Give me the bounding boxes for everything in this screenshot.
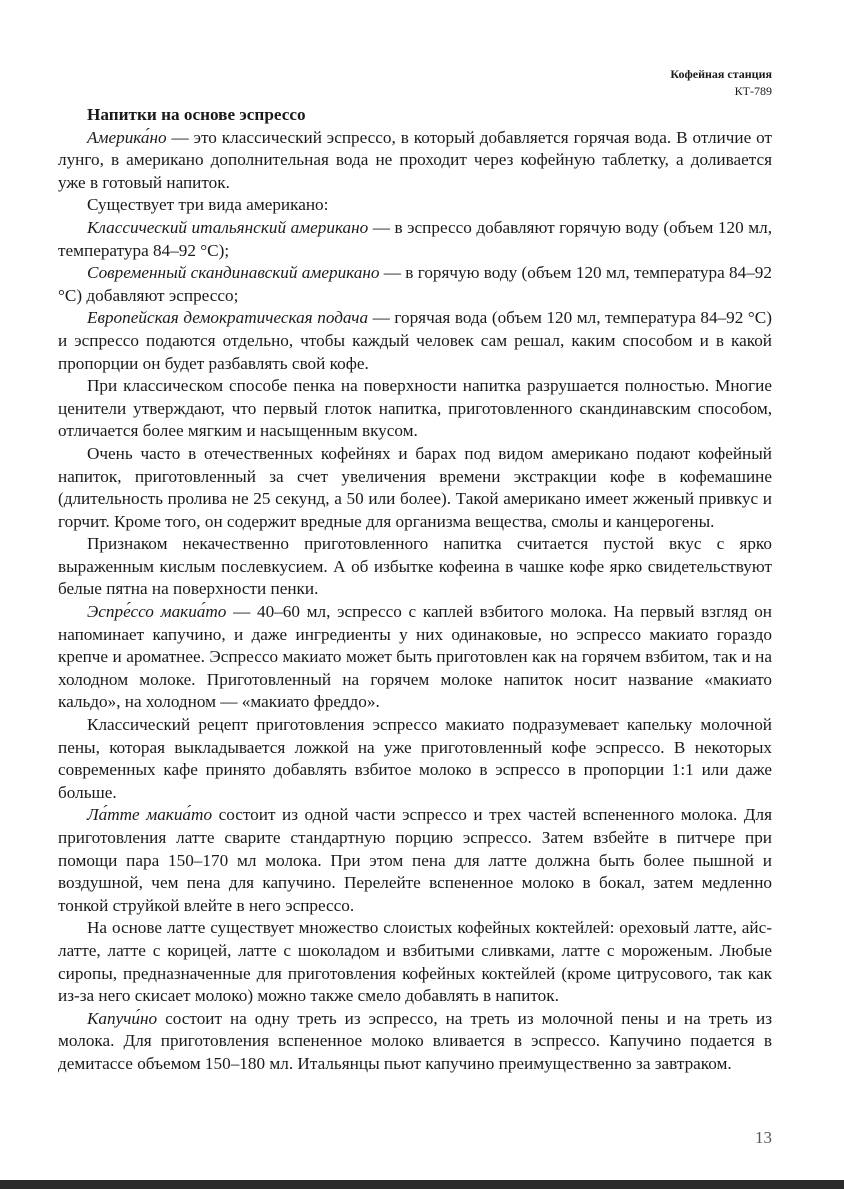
section-title: Напитки на основе эспрессо bbox=[87, 105, 306, 124]
paragraph-text: — 40–60 мл, эспрессо с каплей взбитого молока. На первый взгляд он напоминает капучино, и даже ингредиенты у них одинаковые, но эспрессо макиато гораздо крепче и ароматнее. Эспрессо макиато может быть приготовлен как на горячем взбитом, так и на холодном молоке. Приготовленный на горячем молоке напиток носит название «макиато кальдо», на холодном — «макиато фреддо». bbox=[58, 602, 772, 712]
paragraph-term: Ла́тте макиа́то bbox=[87, 805, 213, 825]
paragraph-text: состоит на одну треть из эспрессо, на треть из молочной пены и на треть из молока. Для приготовления вспененное молоко вливается в эспрессо. Капучино подается в демитассе объемом 150–180 мл. Итальянцы пьют капучино преимущественно за завтраком. bbox=[58, 1008, 772, 1073]
paragraph-text: При классическом способе пенка на поверхности напитка разрушается полностью. Многие ценители утверждают, что первый глоток напитка, приготовленного скандинавским способом, отличается более мягким и насыщенным вкусом. bbox=[58, 376, 772, 441]
page-content bbox=[58, 104, 772, 1076]
paragraph bbox=[58, 262, 772, 307]
page-number: 13 bbox=[755, 1128, 772, 1147]
paragraph bbox=[58, 804, 772, 917]
header-title: Кофейная станция bbox=[670, 67, 772, 81]
paragraph bbox=[58, 1008, 772, 1076]
paragraph-text: Классический рецепт приготовления эспрессо макиато подразумевает капельку молочной пены, которая выкладывается ложкой на уже приготовленный кофе эспрессо. В некоторых современных кафе принято добавлять взбитое молоко в эспрессо в пропорции 1:1 или даже больше. bbox=[58, 715, 772, 802]
header-model: КТ-789 bbox=[734, 84, 772, 98]
paragraph-term: Капучи́но bbox=[87, 1008, 158, 1028]
paragraph-term: Европейская демократическая подача bbox=[87, 308, 369, 328]
paragraph-text: состоит из одной части эспрессо и трех частей вспененного молока. Для приготовления латте сварите стандартную порцию эспрессо. Затем взбейте в питчере при помощи пара 150–170 мл молока. При этом пена для латте должна быть более пышной и воздушной, чем пена для капучино. Перелейте вспененное молоко в бокал, затем медленно тонкой струйкой влейте в него эспрессо. bbox=[58, 805, 773, 915]
paragraph bbox=[58, 217, 772, 262]
paragraph bbox=[58, 601, 772, 714]
paragraph-text: — это классический эспрессо, в который добавляется горячая вода. В отличие от лунго, в американо дополнительная вода не проходит через кофейную таблетку, а доливается уже в готовый напиток. bbox=[58, 127, 772, 192]
paragraph bbox=[58, 443, 772, 533]
paragraph-text: На основе латте существует множество слоистых кофейных коктейлей: ореховый латте, айс-латте, латте с корицей, латте с шоколадом и взбитыми сливками, латте с мороженым. Любые сиропы, предназначенные для приготовления кофейных коктейлей (кроме цитрусового, так как из-за него скисает молоко) можно также смело добавлять в напиток. bbox=[58, 918, 772, 1006]
paragraph bbox=[58, 533, 772, 601]
paragraph bbox=[58, 917, 772, 1007]
page-header bbox=[670, 66, 772, 100]
paragraph-term: Эспре́ссо макиа́то bbox=[87, 602, 227, 622]
paragraph-term: Классический итальянский американо bbox=[87, 217, 369, 237]
paragraph-text: Существует три вида американо: bbox=[87, 195, 329, 215]
paragraph-text: — в горячую воду (объем 120 мл, температура 84–92 °С) добавляют эспрессо; bbox=[58, 263, 772, 305]
paragraph bbox=[58, 194, 772, 217]
bottom-bar bbox=[0, 1180, 844, 1189]
paragraph-text: — в эспрессо добавляют горячую воду (объем 120 мл, температура 84–92 °С); bbox=[58, 217, 772, 260]
paragraph-text: Признаком некачественно приготовленного напитка считается пустой вкус с ярко выраженным кислым послевкусием. А об избытке кофеина в чашке кофе ярко свидетельствуют белые пятна на поверхности пенки. bbox=[58, 534, 772, 599]
paragraph bbox=[58, 127, 772, 195]
paragraph-list bbox=[58, 127, 772, 1076]
paragraph-term: Америка́но bbox=[87, 127, 167, 147]
paragraph bbox=[58, 375, 772, 443]
paragraph-term: Современный скандинавский американо bbox=[87, 263, 380, 283]
paragraph-text: — горячая вода (объем 120 мл, температура 84–92 °С) и эспрессо подаются отдельно, чтобы каждый человек сам решал, каким способом и в какой пропорции он будет разбавлять свой кофе. bbox=[58, 308, 772, 373]
paragraph bbox=[58, 714, 772, 804]
paragraph bbox=[58, 307, 772, 375]
paragraph-text: Очень часто в отечественных кофейнях и барах под видом американо подают кофейный напиток, приготовленный за счет увеличения времени экстракции кофе в кофемашине (длительность пролива не 25 секунд, а 50 или более). Такой американо имеет жженый привкус и горчит. Кроме того, он содержит вредные для организма вещества, смолы и канцерогены. bbox=[58, 443, 772, 531]
